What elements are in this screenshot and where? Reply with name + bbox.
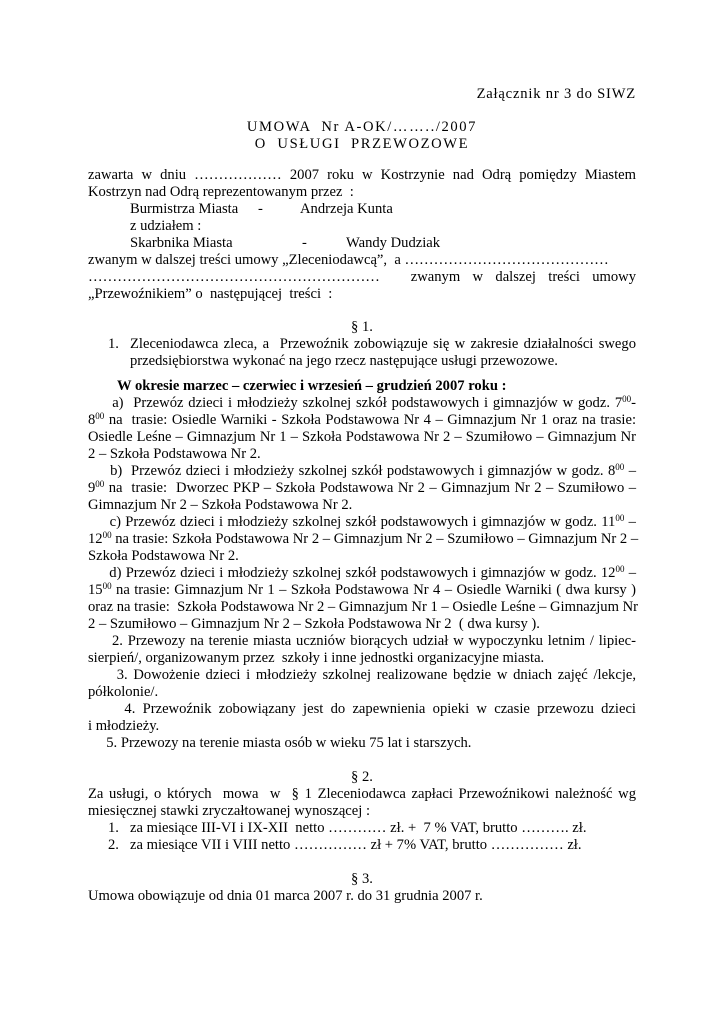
item-a-line-2: $8^{00}$ na trasie: Osiedle Warniki - Szkoła Podstawowa Nr 4 – Gimnazjum Nr 1 oraz na trasie: [88,411,636,428]
s1-item-1-line-1: Zleceniodawca zleca, a Przewoźnik zobowiązuje się w zakresie działalności swego [130,336,636,352]
s2-item-1-text: za miesiące III-VI i IX-XII netto ………… zł. + 7 % VAT, brutto ………. zł. [130,820,587,836]
attachment-label: Załącznik nr 3 do SIWZ [476,86,636,102]
item-c-line-2: $12^{00}$ na trasie: Szkoła Podstawowa Nr 2 – Gimnazjum Nr 2 – Szumiłowo – Gimnazjum Nr 2 – [88,530,639,547]
item-4-line-2: i młodzieży. [88,718,160,734]
item-c-line-1: c) Przewóz dzieci i młodzieży szkolnej szkół podstawowych i gimnazjów w godz. $11^{00}$ – [109,513,636,530]
item-2-line-1: 2. Przewozy na terenie miasta uczniów biorących udział w wypoczynku letnim / lipiec- [112,633,636,649]
item-3-line-1: 3. Dowożenie dzieci i młodzieży szkolnej realizowane będzie w dniach zajęć /lekcje, [116,667,637,683]
s2-item-2-num: 2. [108,837,119,853]
contract-subtitle: O USŁUGI PRZEWOZOWE [254,136,470,152]
signatory-1-dash: - [258,201,263,217]
s2-item-1-num: 1. [108,820,119,836]
s1-item-1-num: 1. [108,336,119,352]
item-d-line-3: oraz na trasie: Szkoła Podstawowa Nr 2 – Gimnazjum Nr 1 – Osiedle Leśne – Gimnazjum Nr [88,599,638,615]
item-b-line-2: $9^{00}$ na trasie: Dworzec PKP – Szkoła Podstawowa Nr 2 – Gimnazjum Nr 2 – Szumiłowo – [88,479,637,496]
item-a-line-4: 2 – Szkoła Podstawowa Nr 2. [88,446,261,462]
item-4-line-1: 4. Przewoźnik zobowiązany jest do zapewnienia opieki w czasie przewozu dzieci [124,701,636,717]
signatory-2-dash: - [302,235,307,251]
item-c-line-3: Szkoła Podstawowa Nr 2. [88,548,239,564]
signatory-2-role: Skarbnika Miasta [130,235,233,251]
s2-line-2: miesięcznej stawki zryczałtowanej wynoszącej : [88,803,371,819]
section-1-heading: § 1. [351,319,373,335]
item-d-line-1: d) Przewóz dzieci i młodzieży szkolnej szkół podstawowych i gimnazjów w godz. $12^{00}$ – [109,564,637,581]
item-3-line-2: półkolonie/. [88,684,159,700]
item-5-line-1: 5. Przewozy na terenie miasta osób w wieku 75 lat i starszych. [106,735,472,751]
item-b-line-1: b) Przewóz dzieci i młodzieży szkolnej szkół podstawowych i gimnazjów w godz. $8^{00}$ – [110,462,636,479]
item-b-line-3: Gimnazjum Nr 2 – Szkoła Podstawowa Nr 2. [88,497,353,513]
s1-item-1-line-2: przedsiębiorstwa wykonać na jego rzecz następujące usługi przewozowe. [130,353,558,369]
item-d-line-2: $15^{00}$ na trasie: Gimnazjum Nr 1 – Szkoła Podstawowa Nr 4 – Osiedle Warniki ( dwa kursy ) [88,581,636,598]
s2-line-1: Za usługi, o których mowa w § 1 Zleceniodawca zapłaci Przewoźnikowi należność wg [88,786,636,802]
item-d-line-4: 2 – Szumiłowo – Gimnazjum Nr 2 – Szkoła Podstawowa Nr 2 ( dwa kursy ). [88,616,540,632]
item-a-line-3: Osiedle Leśne – Gimnazjum Nr 1 – Szkoła Podstawowa Nr 2 – Szumiłowo – Gimnazjum Nr [88,429,636,445]
intro-line-1: zawarta w dniu ……………… 2007 roku w Kostrzynie nad Odrą pomiędzy Miastem [88,167,636,183]
item-2-line-2: sierpień/, organizowanym przez szkoły i inne jednostki organizacyjne miasta. [88,650,545,666]
intro-line-2: Kostrzyn nad Odrą reprezentowanym przez : [88,184,354,200]
section-2-heading: § 2. [351,769,373,785]
item-a-line-1: a) Przewóz dzieci i młodzieży szkolnej szkół podstawowych i gimnazjów w godz. $7^{00}-$ [112,394,636,411]
contract-title: UMOWA Nr A-OK/……../2007 [246,119,478,135]
signatory-1-role: Burmistrza Miasta [130,201,239,217]
section-3-heading: § 3. [351,871,373,887]
s2-item-2-text: za miesiące VII i VIII netto …………… zł + 7% VAT, brutto …………… zł. [130,837,582,853]
signatory-2-name: Wandy Dudziak [346,235,441,251]
signatory-1-name: Andrzeja Kunta [300,201,393,217]
period-heading: W okresie marzec – czerwiec i wrzesień – grudzień 2007 roku : [117,378,507,394]
intro-line-3: zwanym w dalszej treści umowy „Zleceniodawcą”, a …………………………………… [88,252,609,268]
intro-line-5: „Przewoźnikiem” o następującej treści : [88,286,333,302]
s3-line-1: Umowa obowiązuje od dnia 01 marca 2007 r. do 31 grudnia 2007 r. [88,888,483,904]
intro-line-4: …………………………………………………… zwanym w dalszej treści umowy [88,269,636,285]
with-participation: z udziałem : [130,218,202,234]
